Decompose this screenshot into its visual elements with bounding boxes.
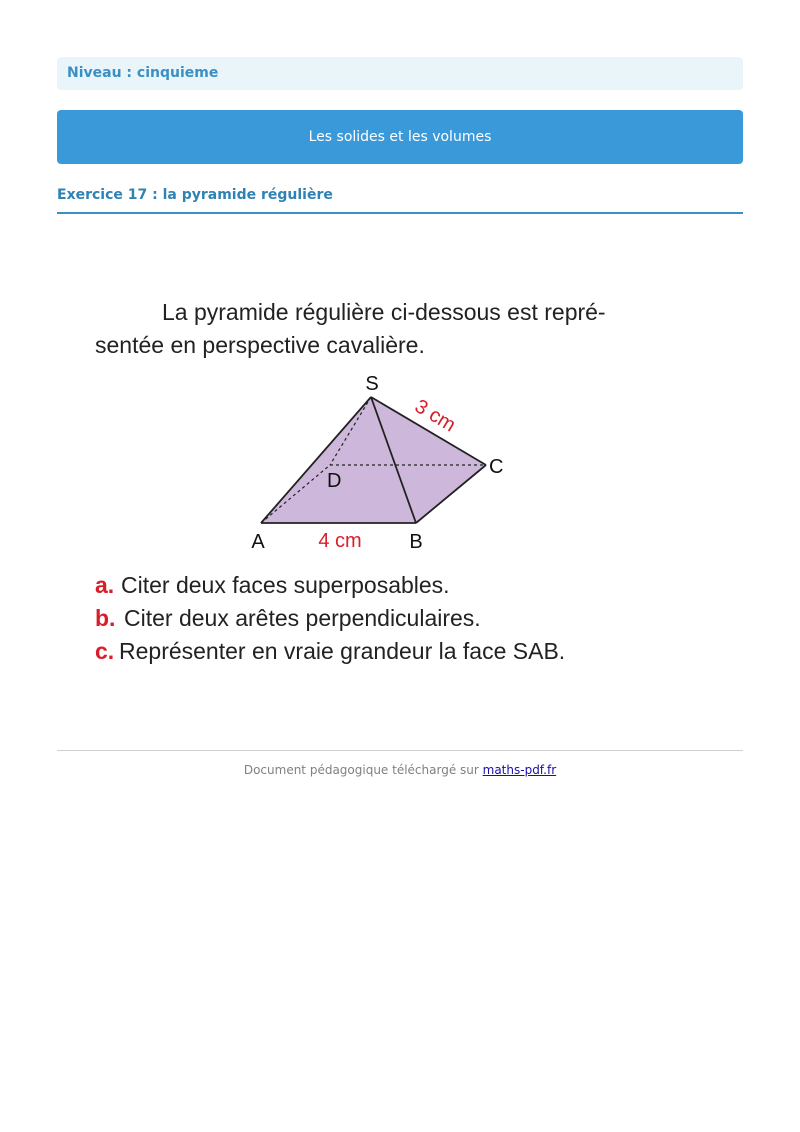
chapter-banner [57, 110, 743, 164]
question-b-letter: b. [95, 605, 116, 631]
exercise-title-text: Exercice 17 : la pyramide régulière [57, 187, 333, 203]
question-c-text: Représenter en vraie grandeur la face SAB. [119, 638, 566, 664]
footer [57, 763, 743, 777]
question-a-letter: a. [95, 572, 115, 598]
vertex-s-label: S [365, 373, 379, 395]
chapter-title: Les solides et les volumes [308, 129, 492, 145]
statement-line-2: sentée en perspective cavalière. [95, 332, 425, 358]
question-a-text: Citer deux faces superposables. [121, 572, 450, 598]
vertex-b-label: B [409, 531, 423, 553]
level-banner [57, 57, 743, 90]
questions-list [95, 572, 565, 664]
exercise-svg [70, 285, 730, 685]
vertex-c-label: C [489, 456, 504, 478]
question-c [95, 638, 565, 664]
pyramid-diagram [251, 373, 503, 553]
question-b [95, 605, 481, 631]
question-b-text: Citer deux arêtes perpendiculaires. [124, 605, 481, 631]
footer-link[interactable]: maths-pdf.fr [482, 763, 557, 777]
level-label: Niveau : cinquieme [67, 65, 219, 81]
question-c-letter: c. [95, 638, 115, 664]
footer-divider [57, 750, 743, 751]
vertex-d-label: D [327, 470, 342, 492]
footer-text: Document pédagogique téléchargé sur [243, 763, 483, 777]
exercise-figure [70, 285, 730, 685]
exercise-title [57, 185, 743, 214]
edge-sc-length-label: 3 cm [410, 395, 460, 437]
vertex-a-label: A [251, 531, 265, 553]
statement-line-1: La pyramide régulière ci-dessous est repré- [162, 299, 606, 325]
edge-ab-length-label: 4 cm [318, 530, 362, 552]
question-a [95, 572, 450, 598]
